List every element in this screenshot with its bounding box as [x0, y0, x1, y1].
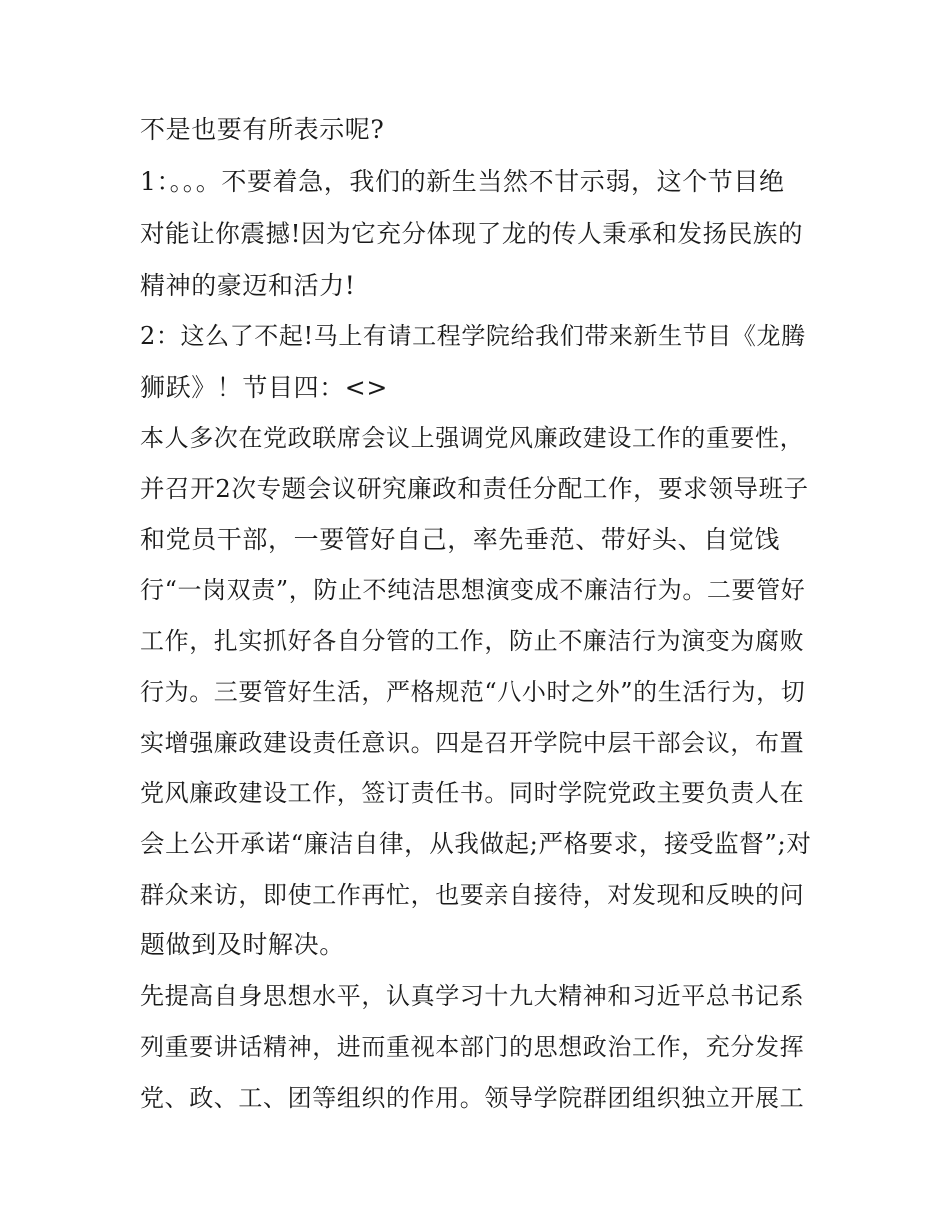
text-line: 党风廉政建设工作，签订责任书。同时学院党政主要负责人在 [140, 779, 805, 807]
text-line: 实增强廉政建设责任意识。四是召开学院中层干部会议，布置 [140, 729, 805, 757]
text-line: 1：。。。不要着急，我们的新生当然不甘示弱，这个节目绝 [140, 167, 785, 196]
text-line: 题做到及时解决。 [140, 930, 345, 959]
text-line: 会上公开承诺“廉洁自律，从我做起;严格要求，接受监督”;对 [140, 829, 812, 858]
text-line: 工作，扎实抓好各自分管的工作，防止不廉洁行为演变为腐败 [140, 627, 805, 655]
text-line: 精神的豪迈和活力! [140, 271, 356, 300]
text-line: 狮跃》！节目四：<> [140, 373, 388, 402]
text-line: 不是也要有所表示呢? [140, 115, 385, 144]
text-line: 列重要讲话精神，进而重视本部门的思想政治工作，充分发挥 [140, 1033, 805, 1061]
text-line: 党、政、工、团等组织的作用。领导学院群团组织独立开展工 [140, 1084, 805, 1112]
text-line: 和党员干部，一要管好自己，率先垂范、带好头、自觉饯 [140, 525, 781, 554]
text-line: 本人多次在党政联席会议上强调党风廉政建设工作的重要性， [140, 424, 805, 452]
text-line: 行“一岗双责”，防止不纯洁思想演变成不廉洁行为。二要管好 [140, 576, 806, 604]
text-line: 群众来访，即使工作再忙，也要亲自接待，对发现和反映的问 [140, 881, 805, 909]
text-line: 2：这么了不起!马上有请工程学院给我们带来新生节目《龙腾 [140, 322, 806, 350]
text-line: 先提高自身思想水平，认真学习十九大精神和习近平总书记系 [140, 982, 805, 1010]
text-line: 行为。三要管好生活，严格规范“八小时之外”的生活行为，切 [140, 678, 806, 706]
text-line: 并召开2次专题会议研究廉政和责任分配工作，要求领导班子 [140, 474, 809, 503]
text-line: 对能让你震撼!因为它充分体现了龙的传人秉承和发扬民族的 [140, 219, 804, 248]
